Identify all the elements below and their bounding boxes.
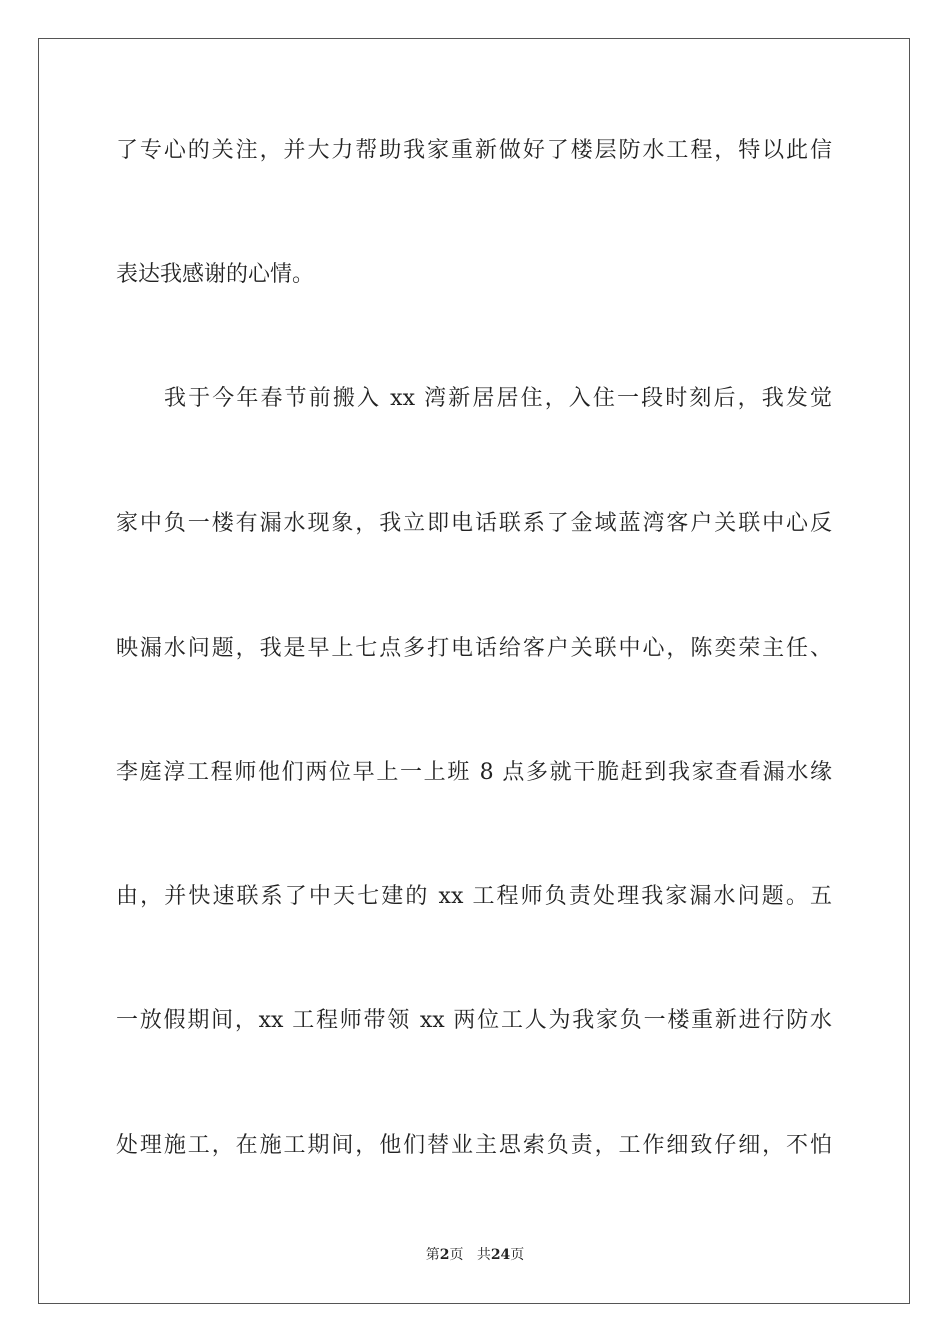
footer-total-prefix: 共 (476, 1247, 491, 1263)
footer-page-suffix: 页 (449, 1247, 464, 1263)
body-text-line-5: 映漏水问题，我是早上七点多打电话给客户关联中心，陈奕荣主任、 (116, 636, 832, 661)
page-footer (0, 1246, 950, 1264)
body-text-line-6: 李庭淳工程师他们两位早上一上班 8 点多就干脆赶到我家查看漏水缘 (116, 760, 832, 785)
body-text-line-9: 处理施工，在施工期间，他们替业主思索负责，工作细致仔细，不怕 (116, 1133, 832, 1158)
footer-total-suffix: 页 (510, 1247, 525, 1263)
footer-page-prefix: 第 (425, 1247, 440, 1263)
body-text-line-7: 由，并快速联系了中天七建的 xx 工程师负责处理我家漏水问题。五 (116, 884, 832, 909)
footer-page-number: 2 (439, 1247, 450, 1263)
footer-total-pages: 24 (490, 1247, 511, 1263)
body-text-line-2: 表达我感谢的心情。 (116, 262, 315, 287)
body-text-line-1: 了专心的关注，并大力帮助我家重新做好了楼层防水工程，特以此信 (116, 138, 832, 163)
body-text-line-4: 家中负一楼有漏水现象，我立即电话联系了金域蓝湾客户关联中心反 (116, 511, 832, 536)
page-border (38, 38, 910, 1304)
body-text-line-8: 一放假期间，xx 工程师带领 xx 两位工人为我家负一楼重新进行防水 (116, 1008, 832, 1033)
body-text-line-3: 我于今年春节前搬入 xx 湾新居居住，入住一段时刻后，我发觉 (164, 386, 832, 411)
